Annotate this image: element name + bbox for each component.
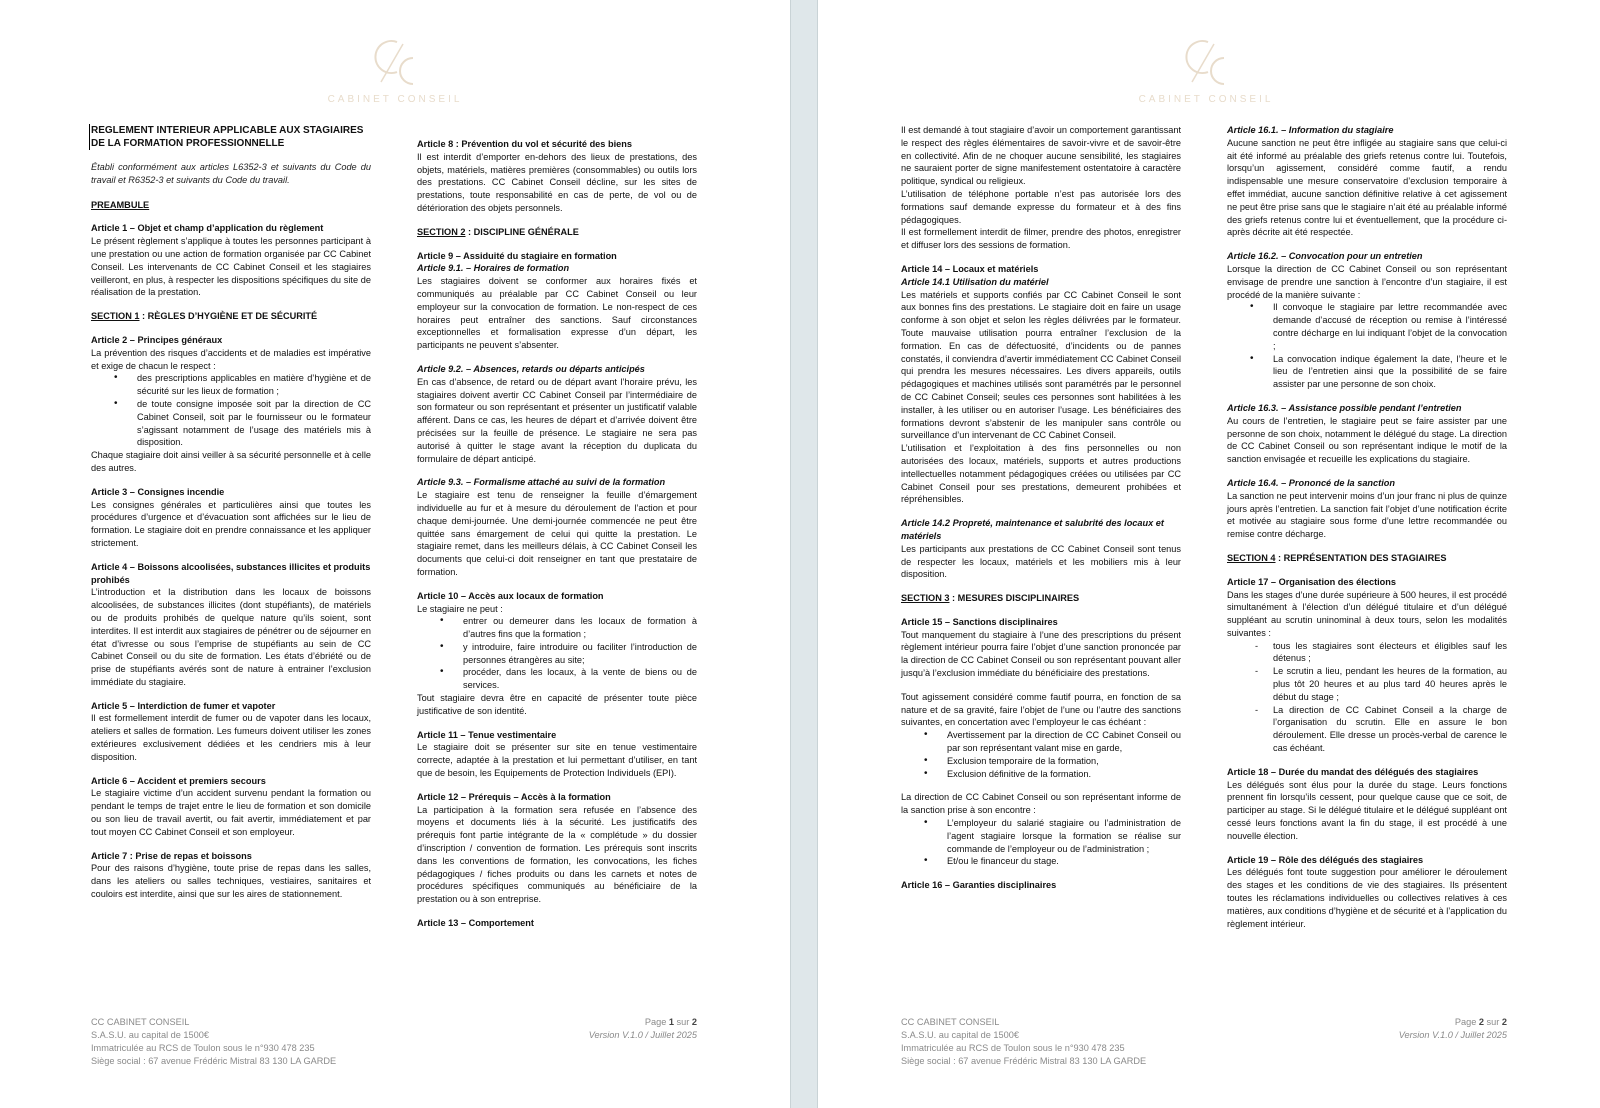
article-heading: Article 17 – Organisation des élections — [1227, 576, 1397, 587]
list-item: • L’employeur du salarié stagiaire ou l’administration de l’agent stagiaire lorsque la formation se réalise sur commande de l’employeur ou de l’administration ; — [935, 817, 1181, 855]
article-text: Le présent règlement s’applique à toutes les personnes participant à une prestation ou une action de formation organisée par CC Cabinet Conseil. Les intervenants de CC Cabinet Conseil et les stagiaires veilleront, en plus, à respecter les dispositions spécifiques du site de réalisation de la prestation. — [91, 236, 371, 298]
article-heading: Article 14 – Locaux et matériels — [901, 263, 1039, 274]
article-text: Le stagiaire est tenu de renseigner la feuille d’émargement individuelle au fur et à mesure du déroulement de l’action et pour chaque demi-journée. Une demi-journée commencée ne peut être quittée sans émargement de celui qui quitte la prestation. Le stagiaire remet, dans les meilleurs délais, à CC Cabinet Conseil les documents que celui-ci doit renseigner en tant que prestataire de formation. — [417, 490, 697, 577]
article-heading: Article 12 – Prérequis – Accès à la formation — [417, 791, 611, 802]
article-heading: Article 16 – Garanties disciplinaires — [901, 880, 1057, 891]
article-text: Il est formellement interdit de fumer ou de vapoter dans les locaux, ateliers et salles de formation. Les fumeurs doivent utiliser les zones extérieures exclusivement dédiées et les cendriers mis à leur disposition. — [91, 713, 371, 762]
article-heading: Article 19 – Rôle des délégués des stagiaires — [1227, 854, 1424, 865]
logo — [320, 36, 470, 105]
section-title: : MESURES DISCIPLINAIRES — [949, 593, 1080, 604]
article-heading: Article 5 – Interdiction de fumer et vapoter — [91, 700, 276, 711]
article-10 — [417, 590, 697, 718]
section-number: SECTION 4 — [1227, 552, 1276, 563]
footer-company — [91, 1016, 336, 1068]
page-prefix: Page — [644, 1017, 669, 1027]
subarticle-heading: Article 14.1 Utilisation du matériel — [901, 276, 1049, 287]
article-8 — [417, 138, 697, 215]
logo — [1131, 36, 1281, 105]
article-text: Les stagiaires doivent se conformer aux horaires fixés et communiqués au préalable par CC Cabinet Conseil ou leur employeur sur la convocation de formation. Le non-respect de ces horaires peut entraîner des sanctions. Sauf circonstances exceptionnelles et formalisation expresse d’un départ, les participants ne peuvent s’absenter. — [417, 276, 697, 351]
article-text: La participation à la formation sera refusée en l’absence des moyens et documents liés à la sécurité. Les justificatifs des prérequis font partie intégrante de la « complétude » du dossier d’inscription / convention de formation. Les prérequis sont inscrits dans les conventions de formation, les convocations, les fiches pédagogiques / fiches produits ou dans les carnets et notes de procédures spécifiques communiqués au bénéficiaire de la prestation ou à son entreprise. — [417, 804, 697, 905]
page-mid: sur — [1484, 1017, 1502, 1027]
bullet-list — [91, 372, 371, 449]
article-16-3 — [1227, 402, 1507, 466]
page-current: 2 — [1478, 1017, 1484, 1027]
section-number: SECTION 1 — [91, 311, 140, 322]
page-mid: sur — [674, 1017, 692, 1027]
list-item: • des prescriptions applicables en matière d’hygiène et de sécurité sur les lieux de formation ; — [125, 372, 371, 398]
column-right — [1227, 124, 1507, 941]
logo-text: CABINET CONSEIL — [327, 94, 463, 105]
bullet-list — [1227, 301, 1507, 391]
article-heading: Article 11 – Tenue vestimentaire — [417, 729, 557, 740]
subarticle-heading: Article 16.4. – Prononcé de la sanction — [1227, 477, 1395, 488]
article-5 — [91, 700, 371, 764]
footer-line: Siège social : 67 avenue Frédéric Mistral 83 130 LA GARDE — [901, 1056, 1147, 1066]
footer-company — [901, 1016, 1146, 1068]
article-text: Il est demandé à tout stagiaire d’avoir un comportement garantissant le respect des règles élémentaires de savoir-vivre et de savoir-être en collectivité. Afin de ne choquer aucune sensibilité, les stagiaires ne sauraient porter de signe manifestement ostentatoire à caractère politique, syndical ou religieux. — [901, 125, 1181, 187]
article-text: La direction de CC Cabinet Conseil ou son représentant informe de la sanction prise à son encontre : — [901, 792, 1181, 816]
section-title: : RÈGLES D’HYGIÈNE ET DE SÉCURITÉ — [139, 311, 318, 322]
column-right — [417, 138, 697, 941]
article-text: L’utilisation et l’exploitation à des fins personnelles ou non autorisées des locaux, matériels, supports et autres productions intellectuelles notamment pédagogiques créées ou utilisées par CC Cabinet Conseil pour ses prestations, demeurent prohibées et répréhensibles. — [901, 443, 1181, 505]
article-13-text — [901, 124, 1181, 252]
article-6 — [91, 775, 371, 839]
article-text: Lorsque la direction de CC Cabinet Conseil ou son représentant envisage de prendre une sanction à l’encontre d’un stagiaire, il est procédé de la manière suivante : — [1227, 263, 1507, 300]
article-14-2 — [901, 517, 1181, 581]
list-item: • de toute consigne imposée soit par la direction de CC Cabinet Conseil, soit par le fournisseur ou le formateur s’agissant notamment de l’usage des matériels mis à disposition. — [125, 398, 371, 449]
bullet-list — [417, 615, 697, 692]
bullet-list — [901, 817, 1181, 868]
article-text: Aucune sanction ne peut être infligée au stagiaire sans que celui-ci ait été informé au préalable des griefs retenus contre lui. Toutefois, lorsqu’un agissement, considéré comme fautif, a rendu indispensable une mesure conservatoire d’exclusion temporaire à effet immédiat, aucune sanction définitive relative à cet agissement ne peut être prise sans que le stagiaire n’ait été au préalable informé des griefs retenus contre lui et éventuellement, que la procédure ci-après décrite ait été respectée. — [1227, 137, 1507, 238]
article-16 — [901, 879, 1181, 892]
article-text: Tout stagiaire devra être en capacité de présenter toute pièce justificative de son identité. — [417, 693, 697, 716]
subarticle-heading: Article 16.3. – Assistance possible pendant l’entretien — [1227, 402, 1462, 413]
document-page-2 — [818, 0, 1600, 1108]
subarticle-heading: Article 9.1. – Horaires de formation — [417, 263, 570, 274]
article-heading: Article 2 – Principes généraux — [91, 334, 223, 345]
article-9-3 — [417, 476, 697, 578]
list-item: - La direction de CC Cabinet Conseil a la charge de l’organisation du scrutin. Elle en assure le bon déroulement. Elle dresse un procès-verbal de carence le cas échéant. — [1255, 704, 1507, 755]
article-18 — [1227, 766, 1507, 843]
article-text: Chaque stagiaire doit ainsi veiller à sa sécurité personnelle et à celle des autres. — [91, 450, 371, 473]
article-text: Les matériels et supports confiés par CC Cabinet Conseil le sont aux bonnes fins des prestations. Le stagiaire doit en faire un usage conforme à son objet et selon les règles délivrées par le formateur. Toute mauvaise utilisation pourra entraîner l’exclusion de la formation. En cas de défectuosité, d’incidents ou de pannes constatés, il conviendra d’avertir immédiatement CC Cabinet Conseil qui prendra les mesures nécessaires. Les divers appareils, outils pédagogiques et machines utilisés sont paramétrés par le personnel de CC Cabinet Conseil; seules ces personnes sont habilitées à les installer, à les utiliser ou en autoriser l’usage. Les bénéficiaires des formations devront s’abstenir de les manipuler sans contrôle ou surveillance d’un intervenant de CC Cabinet Conseil. — [901, 289, 1181, 441]
article-text: Dans les stages d’une durée supérieure à 500 heures, il est procédé simultanément à l’élection d’un délégué titulaire et d’un délégué suppléant au scrutin uninominal à deux tours, selon les modalités suivantes : — [1227, 589, 1507, 638]
article-13 — [417, 917, 697, 930]
article-text: Les délégués font toute suggestion pour améliorer le déroulement des stages et les conditions de vie des stagiaires. Ils présentent toutes les réclamations individuelles ou collectives relatives à ces matières, aux conditions d’hygiène et de sécurité et à l’application du règlement intérieur. — [1227, 867, 1507, 929]
version-label: Version V.1.0 / Juillet 2025 — [588, 1030, 697, 1040]
article-text: La sanction ne peut intervenir moins d’un jour franc ni plus de quinze jours après l’entretien. La sanction fait l’objet d’une notification écrite et motivée au stagiaire sous forme d’une lettre recommandée ou remise contre décharge. — [1227, 490, 1507, 540]
logo-monogram-icon — [1178, 36, 1234, 90]
article-text: Il est formellement interdit de filmer, prendre des photos, enregistrer et diffuser lors des sessions de formation. — [901, 227, 1181, 251]
footer-line: Siège social : 67 avenue Frédéric Mistral 83 130 LA GARDE — [91, 1056, 337, 1066]
section-1-heading — [91, 310, 371, 323]
list-item: • Exclusion définitive de la formation. — [935, 768, 1181, 781]
article-text: Le stagiaire ne peut : — [417, 603, 503, 614]
subarticle-heading: Article 9.3. – Formalisme attaché au suivi de la formation — [417, 477, 666, 488]
article-15 — [901, 616, 1181, 868]
logo-monogram-icon — [367, 36, 423, 90]
article-9-2 — [417, 363, 697, 465]
article-heading: Article 15 – Sanctions disciplinaires — [901, 616, 1058, 627]
article-text: Les délégués sont élus pour la durée du stage. Leurs fonctions prennent fin lorsqu’ils cessent, pour quelque cause que ce soit, de participer au stage. Si le délégué titulaire et le délégué suppléant ont cessé leurs fonctions avant la fin du stage, il est procédé à une nouvelle élection. — [1227, 779, 1507, 841]
page-current: 1 — [668, 1017, 674, 1027]
logo-text: CABINET CONSEIL — [1138, 94, 1274, 105]
article-heading: Article 18 – Durée du mandat des délégués des stagiaires — [1227, 766, 1479, 777]
list-item: - Le scrutin a lieu, pendant les heures de la formation, au plus tôt 20 heures et au plus tard 40 heures après le début du stage ; — [1255, 665, 1507, 703]
section-4-heading — [1227, 552, 1507, 565]
list-item: • y introduire, faire introduire ou faciliter l’introduction de personnes étrangères au site; — [451, 641, 697, 667]
document-title: REGLEMENT INTERIEUR APPLICABLE AUX STAGIAIRES DE LA FORMATION PROFESSIONNELLE — [89, 124, 371, 150]
subarticle-heading: Article 16.2. – Convocation pour un entretien — [1227, 251, 1423, 262]
article-text: Tout manquement du stagiaire à l’une des prescriptions du présent règlement intérieur pourra faire l’objet d’une sanction prononcée par la direction de CC Cabinet Conseil ou son représentant pouvant aller jusqu’à l’exclusion immédiate du bénéficiaire des prestations. — [901, 629, 1181, 679]
article-9-1 — [417, 250, 697, 352]
list-item: • entrer ou demeurer dans les locaux de formation à d’autres fins que la formation ; — [451, 615, 697, 641]
footer-line: S.A.S.U. au capital de 1500€ — [901, 1030, 1019, 1040]
list-item: • Et/ou le financeur du stage. — [935, 855, 1181, 868]
article-heading: Article 6 – Accident et premiers secours — [91, 775, 266, 786]
article-7 — [91, 850, 371, 901]
article-12 — [417, 791, 697, 906]
article-16-1 — [1227, 124, 1507, 239]
section-3-heading — [901, 592, 1181, 605]
article-text: La prévention des risques d’accidents et de maladies est impérative et exige de chacun le respect : — [91, 347, 371, 371]
preamble-heading — [91, 199, 371, 212]
footer-line: CC CABINET CONSEIL — [91, 1017, 190, 1027]
article-heading: Article 9 – Assiduité du stagiaire en formation — [417, 250, 617, 261]
list-item: • Il convoque le stagiaire par lettre recommandée avec demande d’accusé de réception ou remise à l’intéressé contre décharge en lui indiquant l’objet de la convocation ; — [1261, 301, 1507, 352]
article-text: Pour des raisons d’hygiène, toute prise de repas dans les salles, dans les ateliers ou salles techniques, vestiaires, sanitaires et couloirs est interdite, ainsi que sur les aires de stationnement. — [91, 863, 371, 900]
article-19 — [1227, 854, 1507, 931]
list-item: • Avertissement par la direction de CC Cabinet Conseil ou par son représentant valant mise en garde, — [935, 729, 1181, 755]
list-item: • La convocation indique également la date, l’heure et le lieu de l’entretien ainsi que la possibilité de se faire assister par une personne de son choix. — [1261, 353, 1507, 391]
page-prefix: Page — [1454, 1017, 1479, 1027]
article-text: Il est interdit d’emporter en-dehors des lieux de prestations, des objets, matériels, matières premières (consommables) ou outils lors des prestations. CC Cabinet Conseil décline, sur les sites de prestations, toute responsabilité en cas de perte, de vol ou de détérioration des objets personnels. — [417, 151, 697, 213]
subarticle-heading: Article 14.2 Propreté, maintenance et salubrité des locaux et matériels — [901, 518, 1164, 541]
article-14-1 — [901, 263, 1181, 506]
article-heading: Article 1 – Objet et champ d’application du règlement — [91, 223, 324, 234]
page-number — [1347, 1016, 1507, 1042]
article-heading: Article 4 – Boissons alcoolisées, substances illicites et produits prohibés — [91, 561, 371, 585]
article-text: L’introduction et la distribution dans les locaux de boissons alcoolisées, de substances illicites (dont stupéfiants), de matériels ou de produits prohibés de quelque nature qu’ils soient, sont interdites. Il est interdit aux stagiaires de pénétrer ou de séjourner en état d’ivresse ou sous l’emprise de stupéfiants au sein de CC Cabinet Conseil ou du site de formation. Les états d’ébriété ou de prise de stupéfiants avérés sont de nature à entrainer l’exclusion immédiate du stagiaire. — [91, 587, 371, 687]
article-text: En cas d’absence, de retard ou de départ avant l’horaire prévu, les stagiaires doivent avertir CC Cabinet Conseil par l’intermédiaire de son formateur ou son représentant et présenter un justificatif valable afférent. Dans ce cas, les heures de départ et d’arrivée doivent être précisées sur la feuille de présence. Le stagiaire ne sera pas autorisé à quitter le stage avant la réception du duplicata du formulaire de départ anticipé. — [417, 376, 697, 464]
page-number — [537, 1016, 697, 1042]
list-item: - tous les stagiaires sont électeurs et éligibles sauf les détenus ; — [1255, 640, 1507, 666]
article-17 — [1227, 576, 1507, 755]
article-text: Le stagiaire victime d’un accident survenu pendant la formation ou pendant le temps de trajet entre le lieu de formation et son domicile ou son lieu de travail avertit, ou fait avertir, immédiatement et par tout moyen CC Cabinet Conseil et son employeur. — [91, 788, 371, 837]
column-left — [91, 124, 371, 912]
article-text: Les consignes générales et particulières ainsi que toutes les procédures d’urgence et d’évacuation sont affichées sur le lieu de formation. Le stagiaire doit en prendre connaissance et les appliquer strictement. — [91, 499, 371, 548]
document-page-1 — [0, 0, 790, 1108]
section-2-heading — [417, 226, 697, 239]
version-label: Version V.1.0 / Juillet 2025 — [1398, 1030, 1507, 1040]
bullet-list — [901, 729, 1181, 780]
section-title: : REPRÉSENTATION DES STAGIAIRES — [1275, 552, 1447, 563]
article-4 — [91, 561, 371, 689]
article-heading: Article 13 – Comportement — [417, 918, 534, 929]
section-number: SECTION 2 — [417, 226, 466, 237]
section-title: : DISCIPLINE GÉNÉRALE — [465, 226, 579, 237]
page-total: 2 — [691, 1017, 697, 1027]
preamble-label: PREAMBULE — [91, 199, 150, 210]
section-number: SECTION 3 — [901, 593, 950, 604]
article-1 — [91, 222, 371, 299]
page-gutter — [790, 0, 818, 1108]
article-11 — [417, 729, 697, 780]
footer-line: Immatriculée au RCS de Toulon sous le n°930 478 235 — [91, 1043, 315, 1053]
footer-line: S.A.S.U. au capital de 1500€ — [91, 1030, 209, 1040]
dash-list — [1227, 640, 1507, 755]
article-text: Tout agissement considéré comme fautif pourra, en fonction de sa nature et de sa gravité, faire l’objet de l’une ou l’autre des sanctions suivantes, en concertation avec l’employeur le cas échéant : — [901, 691, 1181, 728]
article-text: Le stagiaire doit se présenter sur site en tenue vestimentaire correcte, adaptée à la prestation et lui permettant d’utiliser, en tant que de besoin, les Equipements de Protection Individuels (EPI). — [417, 742, 697, 779]
page-total: 2 — [1501, 1017, 1507, 1027]
footer-line: Immatriculée au RCS de Toulon sous le n°930 478 235 — [901, 1043, 1125, 1053]
list-item: • Exclusion temporaire de la formation, — [935, 755, 1181, 768]
subarticle-heading: Article 9.2. – Absences, retards ou départs anticipés — [417, 363, 645, 374]
column-left — [901, 124, 1181, 903]
article-16-4 — [1227, 477, 1507, 541]
intro-text: Établi conformément aux articles L6352-3 et suivants du Code du travail et R6352-3 et suivants du Code du travail. — [91, 162, 371, 185]
article-16-2 — [1227, 250, 1507, 391]
subarticle-heading: Article 16.1. – Information du stagiaire — [1227, 125, 1394, 135]
article-text: L’utilisation de téléphone portable n’est pas autorisée lors des formations sauf demande expresse du formateur et à des fins pédagogiques. — [901, 188, 1181, 225]
article-text: Les participants aux prestations de CC Cabinet Conseil sont tenus de respecter les locaux, matériels et les mobiliers mis à leur disposition. — [901, 543, 1181, 580]
footer-line: CC CABINET CONSEIL — [901, 1017, 1000, 1027]
article-heading: Article 10 – Accès aux locaux de formation — [417, 590, 604, 601]
article-heading: Article 8 : Prévention du vol et sécurité des biens — [417, 139, 632, 149]
article-3 — [91, 486, 371, 550]
article-text: Au cours de l’entretien, le stagiaire peut se faire assister par une personne de son choix, notamment le délégué du stage. La direction de CC Cabinet Conseil ou son représentant indique le motif de la sanction envisagée et recueille les explications du stagiaire. — [1227, 415, 1507, 465]
article-2 — [91, 334, 371, 475]
list-item: • procéder, dans les locaux, à la vente de biens ou de services. — [451, 666, 697, 692]
article-heading: Article 3 – Consignes incendie — [91, 486, 225, 497]
article-heading: Article 7 : Prise de repas et boissons — [91, 850, 252, 861]
